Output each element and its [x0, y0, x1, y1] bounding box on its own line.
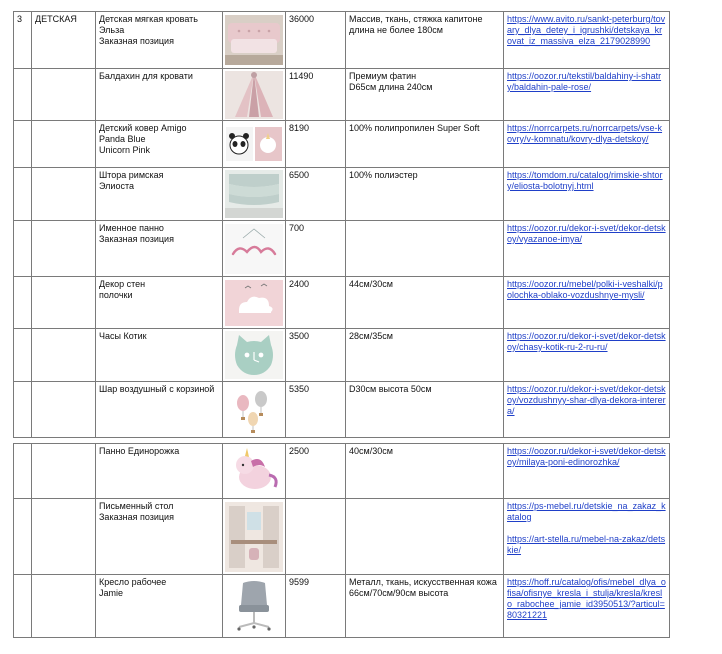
item-image-cell — [223, 277, 286, 329]
office-chair-photo — [225, 577, 283, 635]
item-name: Письменный стол Заказная позиция — [96, 499, 223, 575]
item-description: 28см/35см — [346, 329, 504, 382]
item-description — [346, 499, 504, 575]
table-row — [14, 444, 670, 499]
item-description: 44см/30см — [346, 277, 504, 329]
canopy-photo — [225, 71, 283, 119]
item-price: 3500 — [286, 329, 346, 382]
item-link[interactable]: https://oozor.ru/dekor-i-svet/dekor-detskoy/milaya-poni-edinorozhka/ — [507, 446, 666, 467]
table-row — [14, 382, 670, 438]
table-row — [14, 221, 670, 277]
section-number: 3 — [14, 12, 32, 69]
item-description: Премиум фатин D65см длина 240см — [346, 69, 504, 121]
name-panel-photo — [225, 224, 283, 274]
item-link[interactable]: https://norrcarpets.ru/norrcarpets/vse-kovry/v-komnatu/kovry-dlya-detskoy/ — [507, 123, 663, 144]
item-links — [504, 444, 670, 499]
item-links — [504, 221, 670, 277]
item-link[interactable]: https://oozor.ru/tekstil/baldahiny-i-shatry/baldahin-pale-rose/ — [507, 71, 662, 92]
table-row — [14, 329, 670, 382]
item-description: Металл, ткань, искусственная кожа 66см/70см/90см высота — [346, 575, 504, 638]
item-link[interactable]: https://art-stella.ru/mebel-na-zakaz/detskie/ — [507, 534, 666, 555]
item-link[interactable]: https://oozor.ru/mebel/polki-i-veshalki/polochka-oblako-vozdushnye-mysli/ — [507, 279, 663, 300]
item-name: Именное панно Заказная позиция — [96, 221, 223, 277]
item-links — [504, 12, 670, 69]
item-image-cell — [223, 69, 286, 121]
item-image-cell — [223, 444, 286, 499]
item-link[interactable]: https://tomdom.ru/catalog/rimskie-shtory/eliosta-bolotnyj.html — [507, 170, 663, 191]
sofa-bed-photo — [225, 15, 283, 65]
table-row — [14, 277, 670, 329]
balloon-decor-photo — [225, 385, 283, 435]
item-description: Массив, ткань, стяжка капитоне длина не более 180см — [346, 12, 504, 69]
item-links — [504, 69, 670, 121]
item-price: 2400 — [286, 277, 346, 329]
item-image-cell — [223, 12, 286, 69]
item-name: Часы Котик — [96, 329, 223, 382]
item-name: Панно Единорожка — [96, 444, 223, 499]
item-links — [504, 121, 670, 168]
item-name: Балдахин для кровати — [96, 69, 223, 121]
item-link[interactable]: https://oozor.ru/dekor-i-svet/dekor-detskoy/vyazanoe-imya/ — [507, 223, 666, 244]
item-name: Декор стен полочки — [96, 277, 223, 329]
table-row — [14, 121, 670, 168]
item-description: 100% полиэстер — [346, 168, 504, 221]
item-description: 100% полипропилен Super Soft — [346, 121, 504, 168]
table-row — [14, 575, 670, 638]
roman-blind-photo — [225, 170, 283, 218]
item-links — [504, 382, 670, 438]
cat-clock-photo — [225, 331, 283, 379]
item-image-cell — [223, 499, 286, 575]
item-image-cell — [223, 575, 286, 638]
item-price: 2500 — [286, 444, 346, 499]
item-price: 8190 — [286, 121, 346, 168]
item-links — [504, 277, 670, 329]
item-name: Штора римская Элиоста — [96, 168, 223, 221]
table-row — [14, 69, 670, 121]
item-price: 36000 — [286, 12, 346, 69]
item-name: Кресло рабочее Jamie — [96, 575, 223, 638]
table-row — [14, 168, 670, 221]
section-name: ДЕТСКАЯ — [32, 12, 96, 69]
item-link[interactable]: https://ps-mebel.ru/detskie_na_zakaz_katalog — [507, 501, 666, 522]
item-price: 5350 — [286, 382, 346, 438]
item-image-cell — [223, 329, 286, 382]
item-links — [504, 499, 670, 575]
item-links — [504, 168, 670, 221]
item-image-cell — [223, 168, 286, 221]
item-description: D30см высота 50см — [346, 382, 504, 438]
wall-shelf-photo — [225, 280, 283, 326]
item-image-cell — [223, 382, 286, 438]
furniture-table — [13, 11, 670, 638]
item-name: Шар воздушный с корзиной — [96, 382, 223, 438]
desk-photo — [225, 502, 283, 572]
item-image-cell — [223, 121, 286, 168]
item-link[interactable]: https://www.avito.ru/sankt-peterburg/tovary_dlya_detey_i_igrushki/detskaya_krovat_iz_massiva_elza_2179028990 — [507, 14, 666, 46]
item-description: 40см/30см — [346, 444, 504, 499]
table-row — [14, 499, 670, 575]
item-price: 9599 — [286, 575, 346, 638]
item-price — [286, 499, 346, 575]
table-row — [14, 12, 670, 69]
rug-photo — [225, 123, 283, 165]
item-name: Детская мягкая кровать Эльза Заказная позиция — [96, 12, 223, 69]
item-links — [504, 329, 670, 382]
item-name: Детский ковер Amigo Panda Blue Unicorn Pink — [96, 121, 223, 168]
item-price: 700 — [286, 221, 346, 277]
unicorn-panel-photo — [225, 447, 283, 495]
item-image-cell — [223, 221, 286, 277]
item-links — [504, 575, 670, 638]
item-link[interactable]: https://hoff.ru/catalog/ofis/mebel_dlya_ofisa/ofisnye_kresla_i_stulja/kresla/kreslo_rabochee_jamie_id3950513/?articul=80321221 — [507, 577, 666, 620]
item-price: 11490 — [286, 69, 346, 121]
item-link[interactable]: https://oozor.ru/dekor-i-svet/dekor-detskoy/vozdushnyy-shar-dlya-dekora-interera/ — [507, 384, 666, 416]
item-link[interactable]: https://oozor.ru/dekor-i-svet/dekor-detskoy/chasy-kotik-ru-2-ru-ru/ — [507, 331, 666, 352]
item-description — [346, 221, 504, 277]
item-price: 6500 — [286, 168, 346, 221]
